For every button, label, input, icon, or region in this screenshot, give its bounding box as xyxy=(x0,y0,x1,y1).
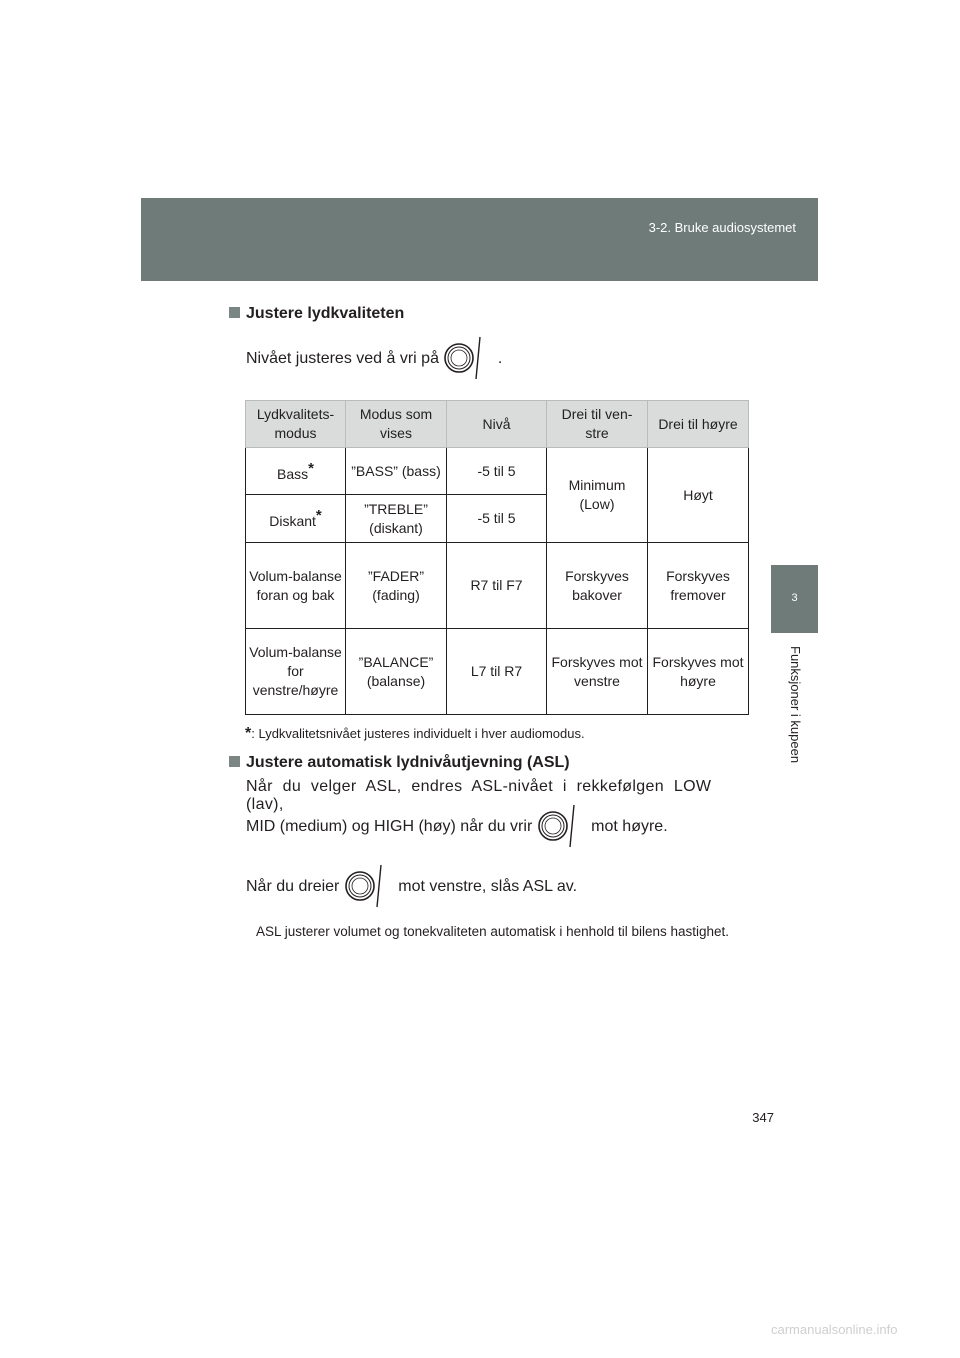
cell-level-treble: -5 til 5 xyxy=(447,495,547,543)
cell-level-fader: R7 til F7 xyxy=(447,543,547,629)
cell-display-bass: ”BASS” (bass) xyxy=(346,448,447,495)
para-asl-line2 xyxy=(246,803,668,851)
cell-right-fader: Forskyves fremover xyxy=(648,543,749,629)
rotary-knob-icon xyxy=(537,803,587,851)
footnote-text: : Lydkvalitetsnivået justeres individuelt i hver audiomodus. xyxy=(251,726,585,741)
cell-mode-balance: Volum-balanse for venstre/høyre xyxy=(246,629,346,715)
heading-sound-quality-text: Justere lydkvaliteten xyxy=(246,305,405,322)
header-display: Modus som vises xyxy=(346,401,447,448)
header-level: Nivå xyxy=(447,401,547,448)
cell-mode-fader: Volum-balanse foran og bak xyxy=(246,543,346,629)
cell-right-balance: Forskyves mot høyre xyxy=(648,629,749,715)
mode-treble-text: Diskant xyxy=(269,513,316,529)
asterisk-mark: * xyxy=(315,507,322,524)
table-row xyxy=(246,448,749,495)
chapter-label xyxy=(783,646,809,776)
para-asl-line1: Når du velger ASL, endres ASL-nivået i rekkefølgen LOW (lav), xyxy=(246,778,712,813)
table-header-row xyxy=(246,401,749,448)
cell-merged-right: Høyt xyxy=(648,448,749,543)
cell-merged-left: Minimum (Low) xyxy=(547,448,648,543)
header-turn-right: Drei til høyre xyxy=(648,401,749,448)
mode-bass-text: Bass xyxy=(277,465,309,482)
cell-left-fader: Forskyves bakover xyxy=(547,543,648,629)
cell-level-bass: -5 til 5 xyxy=(447,448,547,495)
para-asl-line3 xyxy=(246,863,577,911)
heading-asl-text: Justere automatisk lydnivåutjevning (ASL) xyxy=(246,754,570,771)
para-knob-adjust-end: . xyxy=(497,350,503,368)
footnote xyxy=(245,725,585,743)
watermark: carmanualsonline.info xyxy=(771,1322,898,1337)
header-band xyxy=(141,198,818,281)
cell-mode-bass xyxy=(246,448,346,495)
asterisk-mark: * xyxy=(308,459,314,477)
chapter-label-text: Funksjoner i kupeen xyxy=(788,646,803,764)
footnote-asterisk: * xyxy=(245,725,252,742)
heading-sound-quality xyxy=(229,305,404,323)
cell-mode-treble xyxy=(246,495,346,543)
cell-level-balance: L7 til R7 xyxy=(447,629,547,715)
section-title: 3-2. Bruke audiosystemet xyxy=(648,220,796,235)
rotary-knob-icon xyxy=(443,335,493,383)
page-number: 347 xyxy=(752,1110,774,1125)
chapter-tab xyxy=(771,565,818,633)
table-row xyxy=(246,629,749,715)
header-turn-left: Drei til ven-stre xyxy=(547,401,648,448)
para-asl-line3-end: mot venstre, slås ASL av. xyxy=(398,878,578,896)
header-mode: Lydkvalitets-modus xyxy=(246,401,346,448)
chapter-number: 3 xyxy=(791,592,798,604)
para-asl-line3-text: Når du dreier xyxy=(246,878,340,896)
table-row xyxy=(246,543,749,629)
para-knob-adjust xyxy=(246,335,502,383)
heading-asl xyxy=(229,754,570,772)
square-bullet-icon xyxy=(229,307,240,318)
asl-note: ASL justerer volumet og tonekvaliteten automatisk i henhold til bilens hastighet. xyxy=(256,924,730,939)
para-asl-line2-text: MID (medium) og HIGH (høy) når du vrir xyxy=(246,818,533,836)
cell-left-balance: Forskyves mot venstre xyxy=(547,629,648,715)
para-asl-line2-end: mot høyre. xyxy=(591,818,668,836)
cell-display-balance: ”BALANCE” (balanse) xyxy=(346,629,447,715)
cell-display-fader: ”FADER” (fading) xyxy=(346,543,447,629)
rotary-knob-icon xyxy=(344,863,394,911)
cell-display-treble: ”TREBLE” (diskant) xyxy=(346,495,447,543)
para-knob-adjust-text: Nivået justeres ved å vri på xyxy=(246,350,439,368)
sound-quality-table xyxy=(245,400,749,715)
square-bullet-icon xyxy=(229,756,240,767)
